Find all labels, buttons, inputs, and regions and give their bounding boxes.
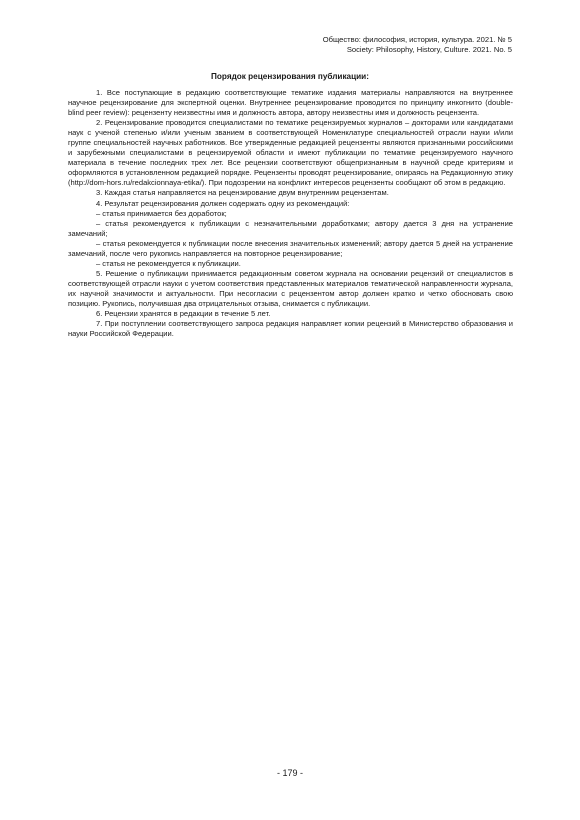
recommendation-item: – статья рекомендуется к публикации после внесения значительных изменений; автору дается 5 дней на устранение замечаний, после чего рукопись направляется на повторное рецензирование; bbox=[68, 238, 513, 258]
paragraph-1: 1. Все поступающие в редакцию соответствующие тематике издания материалы направляются на внутреннее научное рецензирование для экспертной оценки. Внутреннее рецензирование проводится по принципу инкогнито (double-blind peer review): рецензенту неизвестны имя и должность автора, автору неизвестны имя и должность рецензента. bbox=[68, 88, 513, 118]
page-number: - 179 - bbox=[276, 768, 303, 778]
paragraph-3: 3. Каждая статья направляется на рецензирование двум внутренним рецензентам. bbox=[96, 188, 389, 198]
header-journal-en: Society: Philosophy, History, Culture. 2021. No. 5 bbox=[346, 44, 512, 54]
recommendation-item: – статья рекомендуется к публикации с незначительными доработками; автору дается 3 дня на устранение замечаний; bbox=[68, 218, 513, 238]
recommendation-item: – статья принимается без доработок; bbox=[96, 208, 227, 218]
running-header bbox=[323, 35, 512, 54]
header-journal-ru: Общество: философия, история, культура. 2021. № 5 bbox=[322, 35, 512, 44]
paragraph-6: 6. Рецензии хранятся в редакции в течение 5 лет. bbox=[96, 309, 271, 319]
paragraph-7: 7. При поступлении соответствующего запроса редакция направляет копии рецензий в Министерство образования и науки Российской Федерации. bbox=[68, 319, 513, 339]
paragraph-2: 2. Рецензирование проводится специалистами по тематике рецензируемых журналов – докторами или кандидатами наук с ученой степенью и/или ученым званием в соответствующей Номенклатуре специальностей отрасли науки и/или группе специальностей научных работников. Все утвержденные редакцией рецензенты являются признанными российскими и зарубежными специалистами в рецензируемой области и имеют публикации по тематике рецензируемого научного материала в течение последних трех лет. Все рецензии соответствуют общепризнанным в научной среде критериям и оформляются в установленном редакцией порядке. Рецензенты проводят рецензирование, опираясь на Редакционную этику (http://dom-hors.ru/redakcionnaya-etika/). При подозрении на конфликт интересов рецензенты сообщают об этом в редакцию. bbox=[68, 118, 513, 188]
recommendation-item: – статья не рекомендуется к публикации. bbox=[96, 258, 241, 268]
section-title: Порядок рецензирования публикации: bbox=[211, 72, 369, 81]
paragraph-4: 4. Результат рецензирования должен содержать одну из рекомендаций: bbox=[96, 198, 350, 208]
body-text bbox=[68, 88, 513, 339]
paragraph-5: 5. Решение о публикации принимается редакционным советом журнала на основании рецензий от специалистов в соответствующей отрасли науки с учетом соответствия представленных материалов тематической направленности журнала, их научной значимости и актуальности. При несогласии с рецензентом автор должен кратко и четко обосновать свою позицию. Рукопись, получившая два отрицательных отзыва, снимается с публикации. bbox=[68, 268, 513, 308]
